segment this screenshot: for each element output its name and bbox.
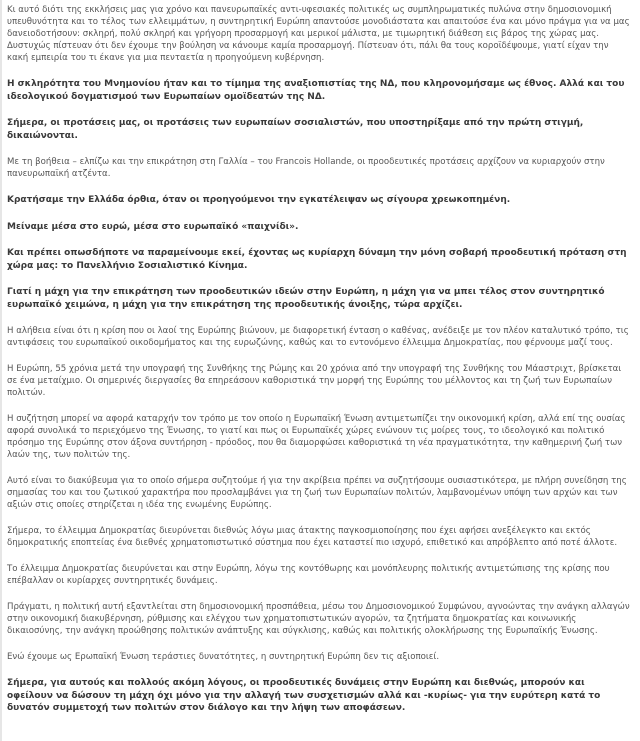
paragraph-7-bold: Και πρέπει οπωσδήποτε να παραμείνουμε εκεί, έχοντας ως κυρίαρχη δύναμη την μόνη σοβαρή προοδευτική πρόταση στη χώρα μας: το Πανελλήνιο Σοσιαλιστικό Κίνημα. — [7, 248, 627, 271]
paragraph-15: Πράγματι, η πολιτική αυτή εξαντλείται στη δημοσιονομική προσπάθεια, μέσω του Δημοσιονομικού Συμφώνου, αγνοώντας την ανάγκη αλλαγών στην οικονομική διακυβέρνηση, ρύθμισης και ελέγχου των χρηματοπιστωτικών αγορών, τα ζητήματα δημοκρατίας και κοινωνικής δικαιοσύνης, την ανάγκη προώθησης πολιτικών ανάπτυξης και σύγκλισης, καθώς και πολιτικής ολοκλήρωσης της Ευρωπαϊκής Ένωσης. — [7, 602, 630, 636]
paragraph-13: Σήμερα, το έλλειμμα Δημοκρατίας διευρύνεται διεθνώς λόγω μιας άτακτης παγκοσμιοποίησης που έχει αφήσει ανεξέλεγκτο και εκτός δημοκρατικής εποπτείας ένα διεθνές χρηματοπιστωτικό σύστημα που έχει καταστεί πιο ισχυρό, επιθετικό και απρόβλεπτο από ποτέ άλλοτε. — [7, 526, 618, 548]
paragraph-9: Η αλήθεια είναι ότι η κρίση που οι λαοί της Ευρώπης βιώνουν, με διαφορετική ένταση ο καθένας, ανέδειξε με τον πλέον καταλυτικό τρόπο, τις αντιφάσεις του ευρωπαϊκού οικοδομήματος και της ευρωζώνης, καθώς και το εντονόμενο έλλειμμα Δημοκρατίας, που φέρνουμε μαζί τους. — [7, 326, 629, 348]
paragraph-12: Αυτό είναι το διακύβευμα για το οποίο σήμερα συζητούμε ή για την ακρίβεια πρέπει να συζητήσουμε ουσιαστικότερα, με πλήρη συνείδηση της σημασίας του και του ζωτικού χαρακτήρα που προσλαμβάνει για τη ζωή των Ευρωπαίων πολιτών, λαμβανομένων υπόψη των αρχών και των αξιών στις οποίες στηρίζεται η ιδέα της ενωμένης Ευρώπης. — [7, 476, 627, 510]
paragraph-3-bold: Σήμερα, οι προτάσεις μας, οι προτάσεις των ευρωπαίων σοσιαλιστών, που υποστηρίξαμε από την πρώτη στιγμή, δικαιώνονται. — [7, 118, 584, 141]
paragraph-1: Κι αυτό διότι της εκκλήσεις μας για χρόνο και πανευρωπαϊκές αντι-υφεσιακές πολιτικές ως συμπληρωματικές πυλώνα στην δημοσιονομική υπευθυνότητα και το τέλος των ελλειμμάτων, η συντηρητική Ευρώπη απαντούσε μονοδιάστατα και απαιτούσε ένα και μόνο πράγμα για να μας δανειοδοτήσουν: σκληρή, πολύ σκληρή και γρήγορη προσαρμογή και μερικοί μάλιστα, με τιμωρητική διάθεση εις βάρος της χώρας μας. Δυστυχώς πίστευαν ότι δεν έχουμε την βούληση να κάνουμε καμία προσαρμογή. Πίστευαν ότι, πάλι θα τους κοροϊδέψουμε, γιατί είχαν την κακή εμπειρία του τι έκανε για μια πενταετία η προηγούμενη κυβέρνηση. — [7, 5, 630, 63]
article-body — [7, 4, 631, 729]
paragraph-11: Η συζήτηση μπορεί να αφορά καταρχήν τον τρόπο με τον οποίο η Ευρωπαϊκή Ένωση αντιμετωπίζει την οικονομική κρίση, αλλά επί της ουσίας αφορά συνολικά το περιεχόμενο της Ένωσης, το γιατί και πως οι Ευρωπαϊκές χώρες ενώνουν τις μοίρες τους, το ιδεολογικό και πολιτικό πρόσημο της Ευρώπης στον άξονα συντήρηση - πρόοδος, που θα διαμορφώσει καθοριστικά τη νέα πραγματικότητα, την καθημερινή ζωή των λαών της, των πολιτών της. — [7, 414, 626, 460]
paragraph-17-bold: Σήμερα, για αυτούς και πολλούς ακόμη λόγους, οι προοδευτικές δυνάμεις στην Ευρώπη και διεθνώς, μπορούν και οφείλουν να δώσουν τη μάχη όχι μόνο για την αλλαγή των συσχετισμών αλλά και -κυρίως- για την ευρύτερη κατά το δυνατόν συμμετοχή των πολιτών στον διάλογο και την λήψη των αποφάσεων. — [7, 678, 601, 713]
paragraph-6-bold: Μείναμε μέσα στο ευρώ, μέσα στο ευρωπαϊκό «παιχνίδι». — [7, 221, 299, 232]
paragraph-4: Με τη βοήθεια – ελπίζω και την επικράτηση στη Γαλλία – του Francois Hollande, οι προοδευτικές προτάσεις αρχίζουν να κυριαρχούν στην πανευρωπαϊκή ατζέντα. — [7, 157, 605, 179]
paragraph-14: Το έλλειμμα Δημοκρατίας διευρύνεται και στην Ευρώπη, λόγω της κοντόθωρης και μονόπλευρης πολιτικής αντιμετώπισης της κρίσης που επέβαλλαν οι κυρίαρχες συντηρητικές δυνάμεις. — [7, 564, 610, 586]
paragraph-10: Η Ευρώπη, 55 χρόνια μετά την υπογραφή της Συνθήκης της Ρώμης και 20 χρόνια από την υπογραφή της Συνθήκης του Μάαστριχτ, βρίσκεται σε ένα μεταίχμιο. Οι σημερινές διεργασίες θα επηρεάσουν καθοριστικά την μορφή της Ευρώπης του μέλλοντος και τη ζωή των Ευρωπαίων πολιτών. — [7, 364, 622, 398]
paragraph-16: Ενώ έχουμε ως Ερωπαϊκή Ένωση τεράστιες δυνατότητες, η συντηρητική Ευρώπη δεν τις αξιοποιεί. — [7, 652, 440, 662]
paragraph-2-bold: Η σκληρότητα του Μνημονίου ήταν και το τίμημα της αναξιοπιστίας της ΝΔ, που κληρονομήσαμε ως έθνος. Αλλά και του ιδεολογικού δογματισμού των Ευρωπαίων ομοϊδεατών της ΝΔ. — [7, 79, 625, 102]
paragraph-5-bold: Κρατήσαμε την Ελλάδα όρθια, όταν οι προηγούμενοι την εγκατέλειψαν ως σίγουρα χρεωκοπημένη. — [7, 195, 511, 205]
page-border — [0, 0, 2, 741]
paragraph-8-bold: Γιατί η μάχη για την επικράτηση των προοδευτικών ιδεών στην Ευρώπη, η μάχη για να μπει τέλος στον συντηρητικό ευρωπαϊκό χειμώνα, η μάχη για την επικράτηση της προοδευτικής άνοιξης, τώρα αρχίζει. — [7, 287, 605, 310]
